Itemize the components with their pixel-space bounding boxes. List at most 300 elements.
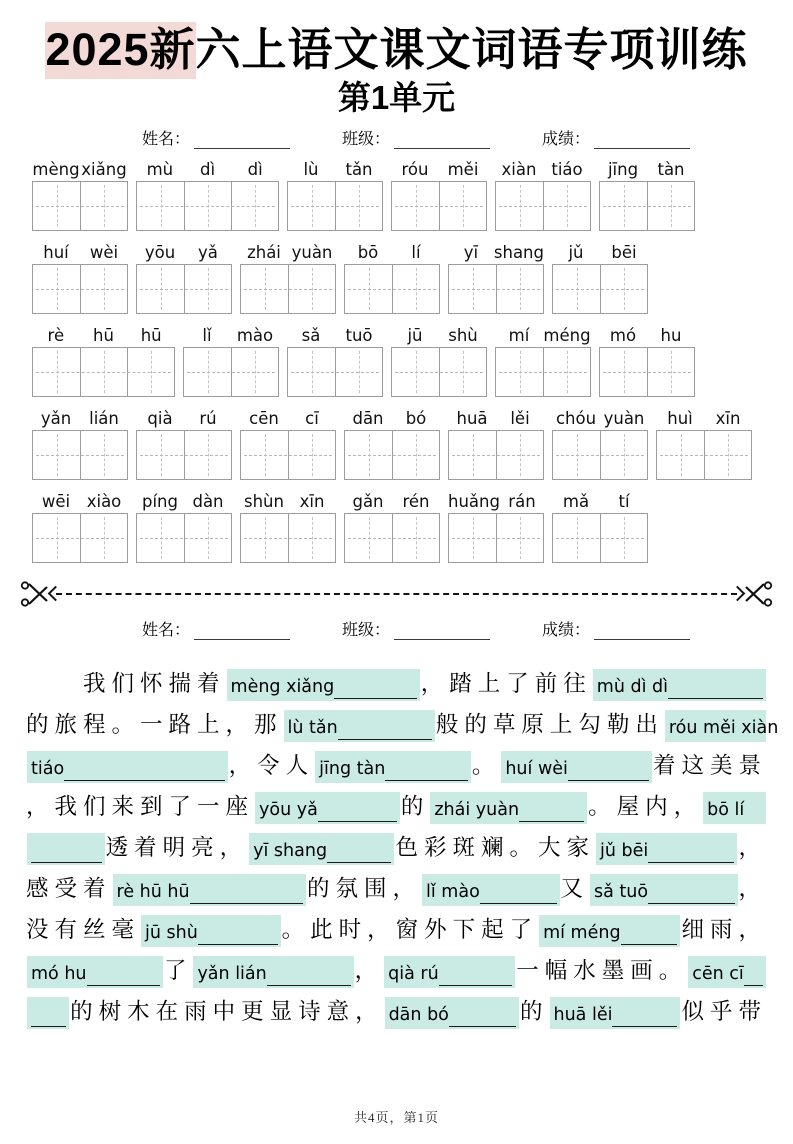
pinyin-syllable: lǐ: [202, 325, 212, 345]
class-blank-line: [394, 133, 490, 149]
pinyin-word-group: [552, 242, 648, 314]
writing-box: [553, 431, 600, 479]
writing-box: [600, 431, 647, 479]
pinyin-labels: [344, 408, 440, 429]
writing-box: [657, 431, 704, 479]
passage-text: 透着明亮，: [105, 834, 249, 860]
pinyin-syllable: měi: [447, 159, 479, 179]
pinyin-blank: [227, 669, 420, 701]
writing-box: [335, 182, 382, 230]
pinyin-row: [32, 491, 793, 563]
pinyin-labels: [552, 491, 648, 512]
pinyin-syllable: qià: [147, 408, 173, 428]
pinyin-word-group: [552, 491, 648, 563]
writing-box-group: [32, 430, 128, 480]
writing-box: [33, 265, 80, 313]
answer-underline: [744, 975, 763, 986]
writing-box-group: [136, 264, 232, 314]
pinyin-word-group: [599, 159, 695, 231]
pinyin-syllable: shang: [493, 242, 544, 262]
pinyin-labels: [552, 242, 648, 263]
pinyin-syllable: yǎ: [198, 242, 218, 262]
pinyin-word-group: [287, 325, 383, 397]
writing-box: [33, 431, 80, 479]
pinyin-word-group: [495, 325, 591, 397]
name-field: [142, 617, 290, 640]
pinyin-blank: [422, 874, 559, 906]
pinyin-blank: [596, 833, 737, 865]
writing-box-group: [495, 181, 591, 231]
pinyin-syllable: róu: [401, 159, 429, 179]
writing-box-group: [599, 347, 695, 397]
pinyin-syllable: dān: [352, 408, 384, 428]
writing-box: [600, 265, 647, 313]
pinyin-row: [32, 159, 793, 231]
writing-box: [137, 265, 184, 313]
pinyin-labels: [32, 408, 128, 429]
worksheet-page: [0, 22, 793, 1125]
score-field: [542, 126, 690, 149]
writing-box: [600, 514, 647, 562]
writing-box-group: [448, 430, 544, 480]
pinyin-labels: [391, 159, 487, 180]
pinyin-labels: [136, 159, 279, 180]
passage-text: 了: [163, 957, 193, 983]
writing-box: [137, 182, 184, 230]
pinyin-word-group: [391, 159, 487, 231]
writing-box: [647, 182, 694, 230]
writing-box-group: [552, 430, 648, 480]
score-blank-line: [594, 133, 690, 149]
score-blank-line: [594, 624, 690, 640]
pinyin-blank: [27, 751, 228, 783]
pinyin-syllable: huǎng: [448, 491, 500, 511]
writing-box: [288, 431, 335, 479]
pinyin-syllable: tiáo: [551, 159, 583, 179]
pinyin-syllable: xiǎng: [81, 159, 127, 179]
pinyin-blank: [593, 669, 766, 701]
pinyin-word-group: [344, 242, 440, 314]
page-title: [0, 22, 793, 78]
pinyin-word-group: [32, 325, 175, 397]
pinyin-row: [32, 325, 793, 397]
writing-box-group: [391, 347, 487, 397]
writing-box: [543, 182, 590, 230]
pinyin-labels: [344, 242, 440, 263]
answer-underline: [31, 852, 102, 863]
writing-box-group: [32, 347, 175, 397]
pinyin-word-group: [136, 408, 232, 480]
pinyin-syllable: mào: [236, 325, 274, 345]
writing-box-group: [344, 264, 440, 314]
pinyin-labels: [599, 159, 695, 180]
passage-text: 的: [519, 998, 549, 1024]
writing-box: [33, 514, 80, 562]
passage-text: 的旅程。一路上，那: [26, 711, 283, 737]
writing-box: [345, 431, 392, 479]
pinyin-word-group: [32, 408, 128, 480]
passage-text: ，: [738, 834, 767, 860]
pinyin-blank: [193, 956, 353, 988]
passage-line: [26, 701, 779, 742]
answer-underline: [87, 975, 160, 986]
pinyin-row: [32, 242, 793, 314]
pinyin-hint: huā lěi: [553, 1004, 613, 1025]
pinyin-labels: [136, 408, 232, 429]
pinyin-syllable: shùn: [244, 491, 284, 511]
writing-box: [449, 265, 496, 313]
score-label: 成绩：: [542, 621, 591, 639]
writing-box: [80, 431, 127, 479]
writing-box: [647, 348, 694, 396]
pinyin-blank: [539, 915, 680, 947]
writing-box: [439, 348, 486, 396]
pinyin-word-group: [495, 159, 591, 231]
writing-box: [137, 514, 184, 562]
pinyin-word-group: [136, 242, 232, 314]
pinyin-word-group: [448, 242, 544, 314]
writing-box-group: [344, 513, 440, 563]
passage-line: [26, 660, 767, 701]
pinyin-labels: [495, 325, 591, 346]
pinyin-labels: [32, 242, 128, 263]
passage-text: ，令人: [228, 752, 315, 778]
pinyin-labels: [599, 325, 695, 346]
writing-box: [184, 514, 231, 562]
passage-line: [26, 865, 767, 906]
writing-box: [449, 514, 496, 562]
scissors-icon: [20, 581, 50, 607]
pinyin-hint: mèng xiǎng: [230, 676, 335, 697]
writing-box-group: [656, 430, 752, 480]
writing-box-group: [448, 264, 544, 314]
dash-arrow-left: [48, 586, 64, 602]
info-row-top: [142, 126, 793, 149]
writing-box-group: [136, 430, 232, 480]
writing-box: [231, 348, 278, 396]
pinyin-word-group: [287, 159, 383, 231]
writing-box: [184, 431, 231, 479]
pinyin-blank: [27, 997, 69, 1029]
writing-box-group: [552, 513, 648, 563]
pinyin-syllable: xīn: [715, 408, 741, 428]
pinyin-syllable: jū: [407, 325, 423, 345]
answer-underline: [31, 1016, 66, 1027]
pinyin-syllable: wēi: [41, 491, 71, 511]
fill-in-passage: [26, 660, 779, 1029]
score-field: [542, 617, 690, 640]
pinyin-word-group: [240, 408, 336, 480]
pinyin-word-group: [552, 408, 648, 480]
pinyin-word-group: [136, 491, 232, 563]
pinyin-syllable: lián: [89, 408, 119, 428]
pinyin-blank: [27, 833, 105, 865]
pinyin-blank: [501, 751, 652, 783]
pinyin-hint: yōu yǎ: [259, 799, 318, 820]
pinyin-labels: [32, 491, 128, 512]
pinyin-labels: [448, 408, 544, 429]
pinyin-syllable: jīng: [607, 159, 639, 179]
writing-box: [439, 182, 486, 230]
writing-box: [231, 182, 278, 230]
writing-box: [335, 348, 382, 396]
pinyin-syllable: mó: [609, 325, 637, 345]
passage-line: [26, 783, 767, 824]
passage-text: 我们怀揣着: [26, 670, 226, 696]
pinyin-hint: dān bó: [388, 1004, 449, 1025]
pinyin-syllable: xīn: [299, 491, 325, 511]
pinyin-syllable: bēi: [611, 242, 637, 262]
pinyin-syllable: xiàn: [501, 159, 537, 179]
writing-box: [137, 431, 184, 479]
passage-text: 般的草原上勾勒出: [435, 711, 664, 737]
pinyin-labels: [32, 325, 175, 346]
pinyin-syllable: sǎ: [301, 325, 321, 345]
passage-line: [26, 742, 767, 783]
pinyin-word-group: [32, 242, 128, 314]
writing-box: [553, 514, 600, 562]
pinyin-syllable: dì: [247, 159, 263, 179]
pinyin-labels: [448, 242, 544, 263]
writing-box: [600, 182, 647, 230]
pinyin-hint: lǐ mào: [426, 881, 480, 902]
pinyin-syllable: gǎn: [352, 491, 384, 511]
dashed-cut-line: [56, 593, 737, 595]
pinyin-syllable: bó: [405, 408, 427, 428]
pinyin-syllable: yī: [463, 242, 479, 262]
writing-box: [496, 431, 543, 479]
scissors-icon: [743, 581, 773, 607]
answer-underline: [668, 688, 763, 699]
name-label: 姓名：: [142, 130, 191, 148]
pinyin-word-group: [448, 408, 544, 480]
pinyin-syllable: yōu: [144, 242, 176, 262]
writing-box: [33, 348, 80, 396]
answer-underline: [338, 729, 432, 740]
passage-text: ，: [738, 875, 768, 901]
pinyin-labels: [656, 408, 752, 429]
pinyin-blank: [255, 792, 400, 824]
pinyin-labels: [287, 325, 383, 346]
pinyin-hint: qià rú: [388, 963, 439, 984]
writing-box: [127, 348, 174, 396]
passage-text: 一幅水墨画。: [516, 957, 688, 983]
writing-box-group: [240, 513, 336, 563]
pinyin-syllable: huì: [667, 408, 693, 428]
pinyin-syllable: tí: [618, 491, 630, 511]
pinyin-word-group: [391, 325, 487, 397]
pinyin-syllable: mǎ: [562, 491, 590, 511]
passage-text: 没有丝毫: [26, 916, 141, 942]
answer-underline: [648, 893, 734, 904]
pinyin-hint: bō lí: [707, 799, 745, 820]
name-blank-line: [194, 133, 290, 149]
passage-text: 又: [560, 875, 590, 901]
writing-box: [496, 182, 543, 230]
pinyin-hint: yǎn lián: [197, 963, 267, 984]
pinyin-labels: [344, 491, 440, 512]
pinyin-syllable: wèi: [89, 242, 119, 262]
pinyin-word-group: [183, 325, 279, 397]
pinyin-labels: [552, 408, 648, 429]
pinyin-syllable: tàn: [657, 159, 685, 179]
answer-underline: [385, 770, 467, 781]
writing-box: [184, 265, 231, 313]
pinyin-word-group: [32, 159, 128, 231]
answer-underline: [621, 934, 678, 945]
writing-box: [392, 431, 439, 479]
pinyin-blank: [384, 956, 515, 988]
pinyin-syllable: huí: [43, 242, 69, 262]
passage-text: 的氛围，: [307, 875, 422, 901]
writing-box: [449, 431, 496, 479]
writing-box: [288, 182, 335, 230]
pinyin-labels: [183, 325, 279, 346]
answer-underline: [449, 1016, 516, 1027]
answer-underline: [568, 770, 649, 781]
pinyin-syllable: cēn: [249, 408, 279, 428]
pinyin-syllable: rú: [199, 408, 217, 428]
pinyin-syllable: rè: [47, 325, 65, 345]
passage-text: ，: [354, 957, 384, 983]
passage-line: [26, 947, 767, 988]
unit-subtitle: 第1单元: [337, 79, 456, 117]
passage-line: [26, 988, 767, 1029]
writing-box-group: [136, 181, 279, 231]
pinyin-blank: [315, 751, 471, 783]
pinyin-hint: huí wèi: [505, 758, 568, 779]
pinyin-blank: [284, 710, 435, 742]
pinyin-hint: jū shù: [145, 922, 198, 943]
writing-box: [392, 265, 439, 313]
writing-box: [553, 265, 600, 313]
writing-box: [496, 348, 543, 396]
pinyin-hint: sǎ tuō: [594, 881, 649, 902]
pinyin-row: [32, 408, 793, 480]
writing-box-group: [136, 513, 232, 563]
passage-text: ，踏上了前往: [420, 670, 592, 696]
answer-underline: [439, 975, 513, 986]
pinyin-blank: [27, 956, 163, 988]
pinyin-hint: tiáo: [31, 758, 65, 779]
writing-box: [392, 514, 439, 562]
pinyin-syllable: hu: [660, 325, 682, 345]
writing-box: [600, 348, 647, 396]
pinyin-blank: [703, 792, 766, 824]
answer-underline: [198, 934, 278, 945]
passage-text: 细雨，: [681, 916, 767, 942]
pinyin-syllable: zhái: [247, 242, 281, 262]
writing-box: [33, 182, 80, 230]
pinyin-syllable: shù: [448, 325, 478, 345]
passage-text: 。屋内，: [588, 793, 703, 819]
pinyin-syllable: tuō: [345, 325, 373, 345]
cut-here-divider: [20, 579, 773, 609]
pinyin-syllable: dàn: [192, 491, 224, 511]
score-label: 成绩：: [542, 130, 591, 148]
page-footer: 共4页，第1页: [353, 1110, 439, 1125]
passage-text: 的: [400, 793, 430, 819]
pinyin-hint: jǔ bēi: [600, 840, 649, 861]
writing-box: [80, 182, 127, 230]
pinyin-syllable: lěi: [510, 408, 530, 428]
info-row-bottom: [142, 617, 793, 640]
writing-box: [392, 182, 439, 230]
pinyin-hint: yī shang: [253, 840, 328, 861]
writing-box: [241, 514, 288, 562]
pinyin-syllable: hū: [93, 325, 114, 345]
pinyin-word-group: [136, 159, 279, 231]
pinyin-labels: [32, 159, 128, 180]
writing-box: [704, 431, 751, 479]
pinyin-blank: [665, 710, 779, 742]
pinyin-syllable: rán: [508, 491, 536, 511]
pinyin-hint: zhái yuàn: [434, 799, 520, 820]
pinyin-labels: [136, 242, 232, 263]
pinyin-labels: [391, 325, 487, 346]
writing-box: [241, 431, 288, 479]
pinyin-syllable: jǔ: [568, 242, 584, 262]
pinyin-blank: [688, 956, 766, 988]
pinyin-syllable: tǎn: [345, 159, 373, 179]
pinyin-word-group: [240, 491, 336, 563]
writing-box-group: [32, 513, 128, 563]
answer-underline: [318, 811, 397, 822]
pinyin-word-group: [32, 491, 128, 563]
pinyin-syllable: dì: [199, 159, 216, 179]
writing-box: [288, 265, 335, 313]
pinyin-syllable: xiào: [86, 491, 122, 511]
pinyin-syllable: huā: [456, 408, 488, 428]
pinyin-word-group: [240, 242, 336, 314]
pinyin-syllable: hū: [140, 325, 162, 345]
pinyin-blank: [430, 792, 587, 824]
title-year-highlight: 2025新: [45, 22, 195, 79]
pinyin-syllable: lù: [303, 159, 319, 179]
writing-box: [184, 348, 231, 396]
pinyin-word-group: [344, 408, 440, 480]
pinyin-labels: [240, 408, 336, 429]
blank-filler: [744, 812, 763, 822]
writing-box-group: [495, 347, 591, 397]
answer-underline: [190, 893, 303, 904]
answer-underline: [64, 770, 225, 781]
pinyin-blank: [113, 874, 306, 906]
writing-box-group: [183, 347, 279, 397]
pinyin-syllable: cī: [305, 408, 319, 428]
passage-text: 似乎带: [681, 998, 767, 1024]
writing-box-group: [344, 430, 440, 480]
class-label: 班级：: [342, 130, 391, 148]
pinyin-syllable: lí: [411, 242, 421, 262]
name-field: [142, 126, 290, 149]
writing-box-group: [448, 513, 544, 563]
pinyin-labels: [448, 491, 544, 512]
writing-box-group: [599, 181, 695, 231]
passage-text: 着这美景: [653, 752, 768, 778]
answer-underline: [612, 1016, 677, 1027]
name-blank-line: [194, 624, 290, 640]
pinyin-syllable: yuàn: [603, 408, 645, 428]
pinyin-blank: [141, 915, 281, 947]
pinyin-labels: [240, 491, 336, 512]
passage-text: 。此时，窗外下起了: [281, 916, 539, 942]
writing-box-group: [32, 181, 128, 231]
writing-box-group: [240, 430, 336, 480]
pinyin-syllable: rén: [402, 491, 430, 511]
pinyin-hint: lù tǎn: [287, 717, 338, 738]
writing-box: [80, 514, 127, 562]
